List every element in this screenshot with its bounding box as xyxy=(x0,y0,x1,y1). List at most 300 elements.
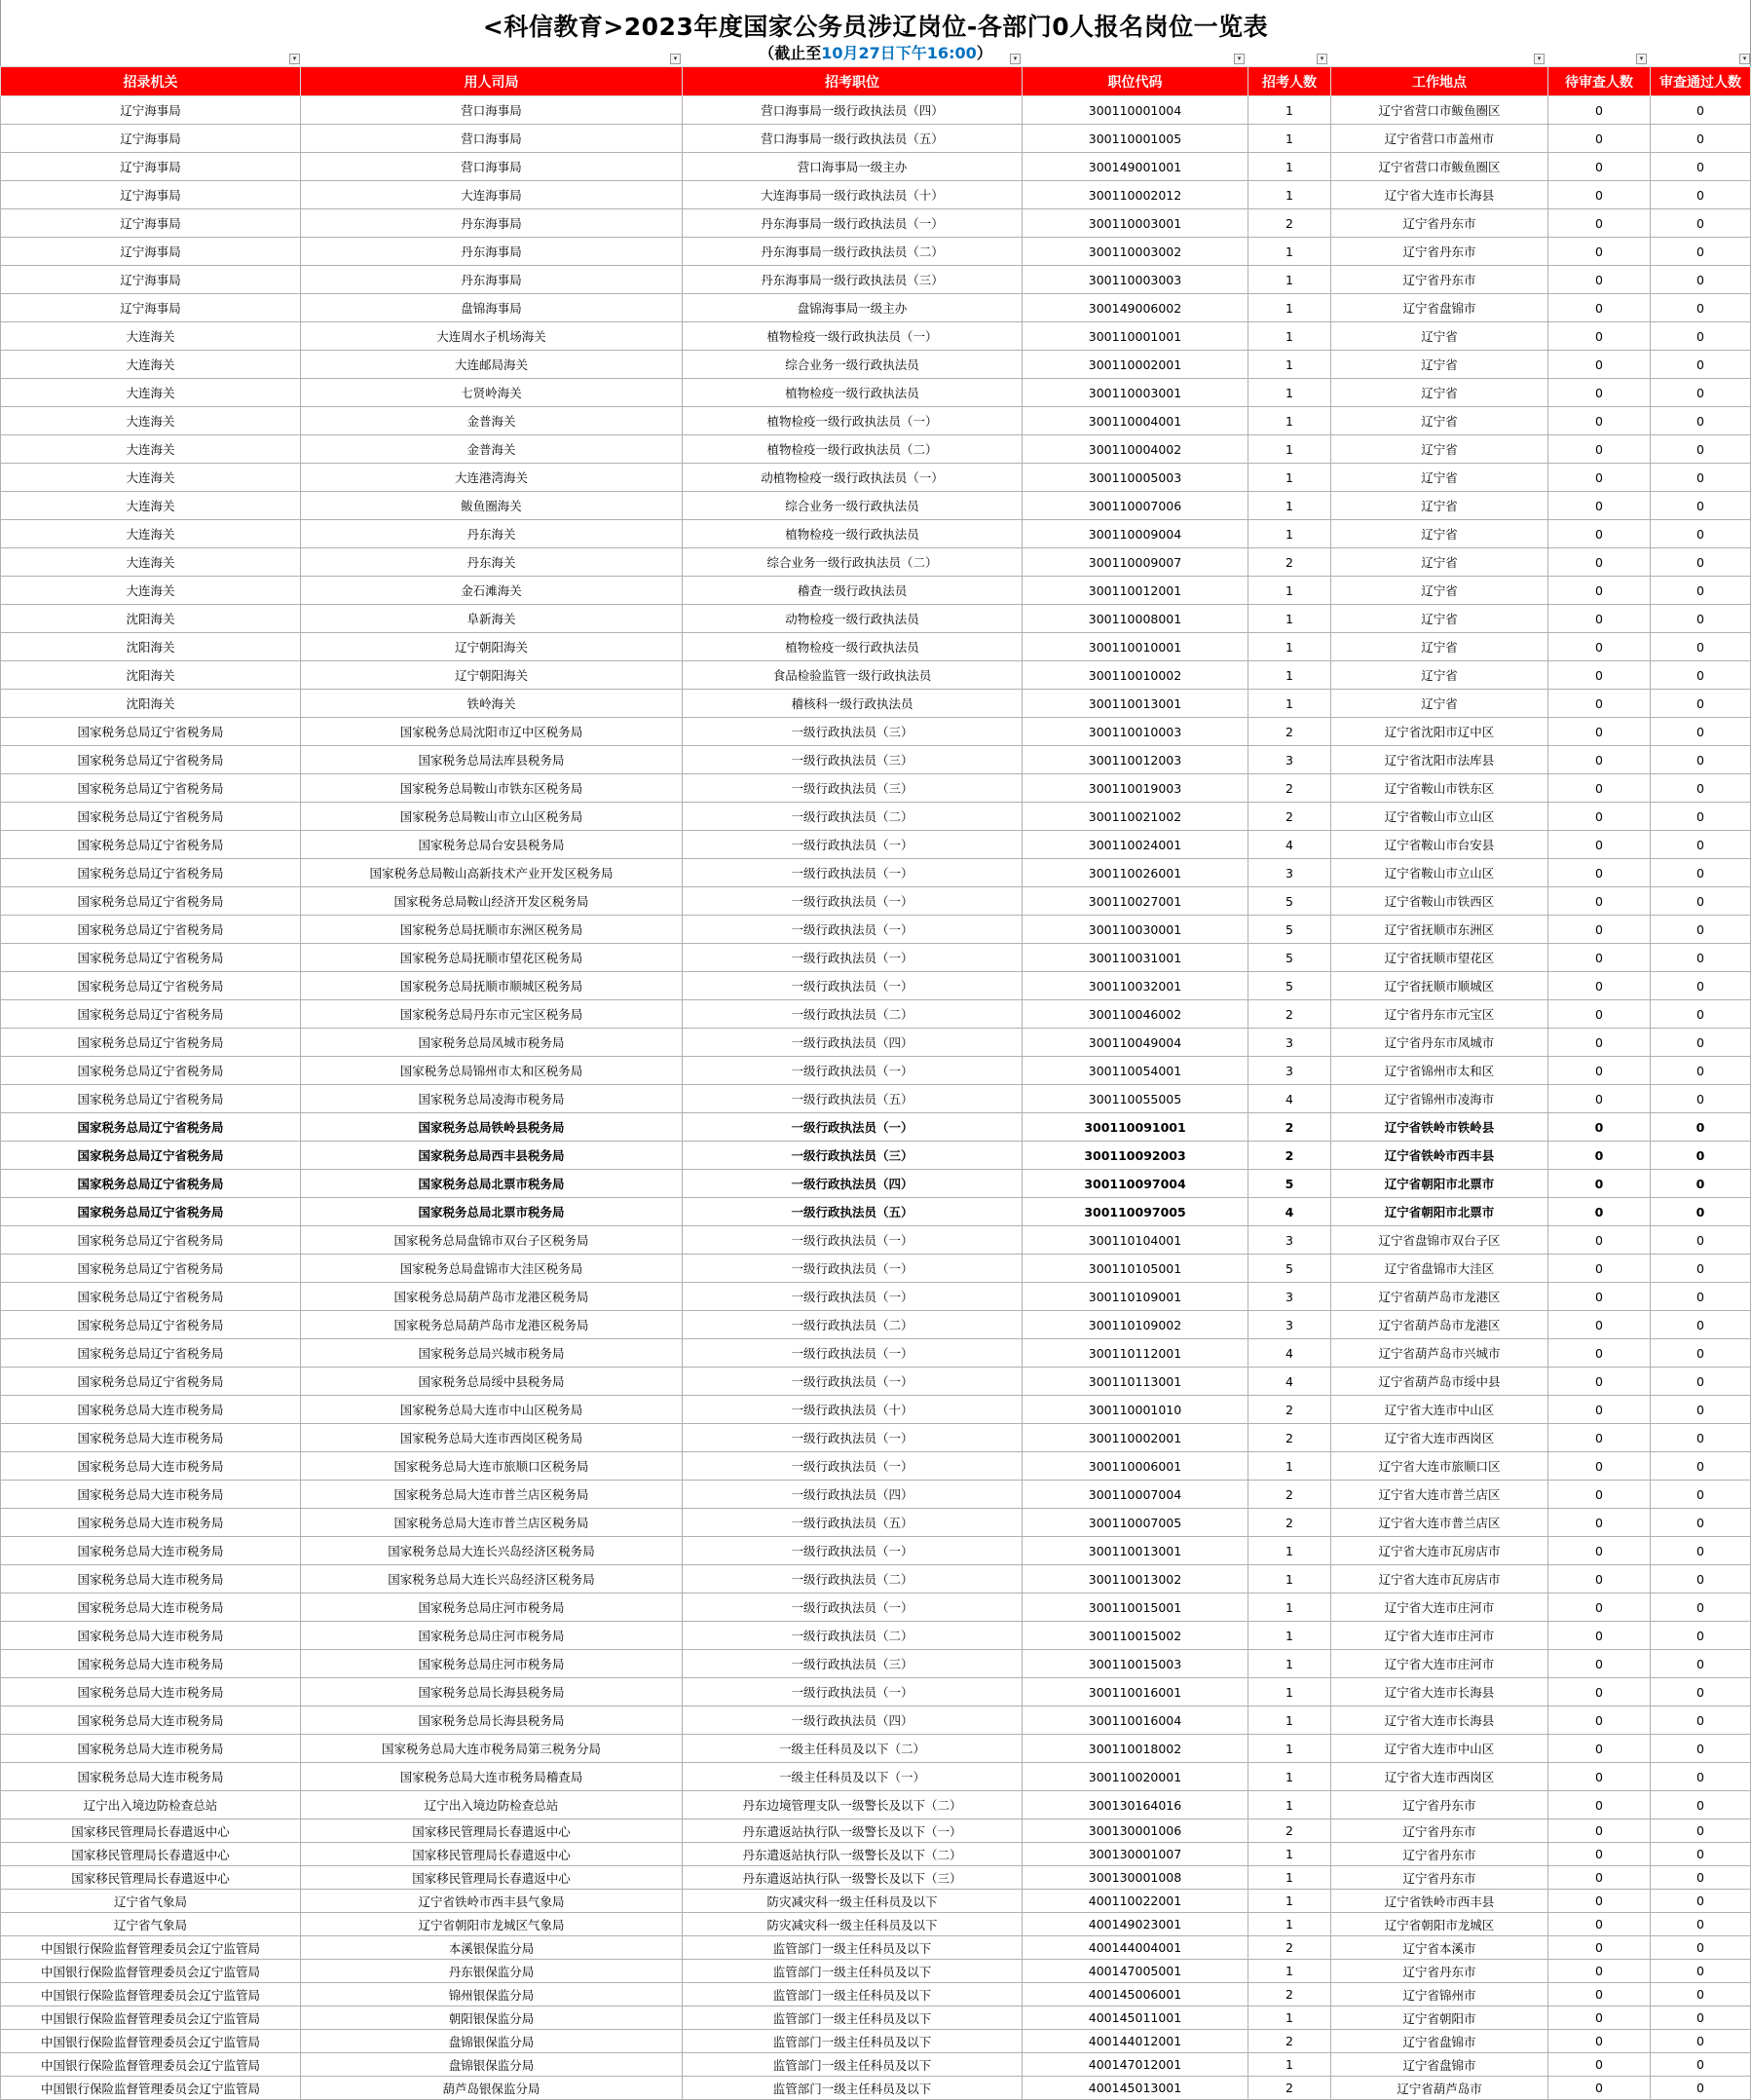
table-cell[interactable]: 1 xyxy=(1248,1622,1331,1650)
table-cell[interactable]: 300110007006 xyxy=(1023,492,1248,520)
table-cell[interactable]: 0 xyxy=(1651,774,1751,803)
table-cell[interactable]: 金普海关 xyxy=(301,407,683,435)
table-cell[interactable]: 0 xyxy=(1548,661,1651,690)
table-cell[interactable]: 大连港湾海关 xyxy=(301,464,683,492)
table-cell[interactable]: 中国银行保险监督管理委员会辽宁监管局 xyxy=(1,2077,301,2100)
table-cell[interactable]: 铁岭海关 xyxy=(301,690,683,718)
table-cell[interactable]: 辽宁省盘锦市双台子区 xyxy=(1331,1226,1548,1255)
table-cell[interactable]: 0 xyxy=(1548,294,1651,322)
table-cell[interactable]: 辽宁省大连市庄河市 xyxy=(1331,1622,1548,1650)
table-cell[interactable]: 5 xyxy=(1248,1255,1331,1283)
table-cell[interactable]: 0 xyxy=(1548,1424,1651,1452)
table-cell[interactable]: 一级行政执法员（一） xyxy=(683,1537,1023,1565)
table-cell[interactable]: 大连海关 xyxy=(1,492,301,520)
table-cell[interactable]: 一级行政执法员（二） xyxy=(683,1565,1023,1594)
table-cell[interactable]: 1 xyxy=(1248,1890,1331,1913)
table-cell[interactable]: 3 xyxy=(1248,1029,1331,1057)
table-cell[interactable]: 监管部门一级主任科员及以下 xyxy=(683,1960,1023,1983)
table-cell[interactable]: 4 xyxy=(1248,1368,1331,1396)
table-cell[interactable]: 0 xyxy=(1651,1819,1751,1843)
table-cell[interactable]: 0 xyxy=(1548,266,1651,294)
table-cell[interactable]: 1 xyxy=(1248,661,1331,690)
table-cell[interactable]: 0 xyxy=(1548,1057,1651,1085)
table-cell[interactable]: 0 xyxy=(1548,1594,1651,1622)
table-cell[interactable]: 国家税务总局辽宁省税务局 xyxy=(1,1368,301,1396)
table-cell[interactable]: 300110010002 xyxy=(1023,661,1248,690)
filter-dropdown-icon[interactable]: ▾ xyxy=(1636,54,1647,64)
column-header[interactable]: 待审查人数 xyxy=(1548,67,1651,96)
table-cell[interactable]: 国家税务总局铁岭县税务局 xyxy=(301,1113,683,1142)
table-cell[interactable]: 植物检疫一级行政执法员 xyxy=(683,379,1023,407)
table-cell[interactable]: 国家税务总局大连长兴岛经济区税务局 xyxy=(301,1537,683,1565)
table-cell[interactable]: 300110003002 xyxy=(1023,238,1248,266)
table-cell[interactable]: 国家税务总局大连长兴岛经济区税务局 xyxy=(301,1565,683,1594)
table-cell[interactable]: 辽宁省葫芦岛市龙港区 xyxy=(1331,1283,1548,1311)
table-cell[interactable]: 1 xyxy=(1248,1537,1331,1565)
table-cell[interactable]: 营口海事局 xyxy=(301,153,683,181)
table-cell[interactable]: 400145013001 xyxy=(1023,2077,1248,2100)
table-cell[interactable]: 0 xyxy=(1651,1622,1751,1650)
table-cell[interactable]: 2 xyxy=(1248,1424,1331,1452)
table-cell[interactable]: 300110015003 xyxy=(1023,1650,1248,1678)
table-cell[interactable]: 监管部门一级主任科员及以下 xyxy=(683,2006,1023,2030)
table-cell[interactable]: 5 xyxy=(1248,1170,1331,1198)
table-cell[interactable]: 辽宁省沈阳市法库县 xyxy=(1331,746,1548,774)
table-cell[interactable]: 辽宁省丹东市 xyxy=(1331,1960,1548,1983)
table-cell[interactable]: 监管部门一级主任科员及以下 xyxy=(683,1983,1023,2006)
table-cell[interactable]: 0 xyxy=(1651,1368,1751,1396)
table-cell[interactable]: 国家税务总局鞍山市铁东区税务局 xyxy=(301,774,683,803)
table-cell[interactable]: 0 xyxy=(1651,746,1751,774)
table-cell[interactable]: 营口海事局 xyxy=(301,96,683,125)
table-cell[interactable]: 300110003001 xyxy=(1023,209,1248,238)
table-cell[interactable]: 2 xyxy=(1248,718,1331,746)
table-cell[interactable]: 国家税务总局辽宁省税务局 xyxy=(1,916,301,944)
table-cell[interactable]: 1 xyxy=(1248,266,1331,294)
table-cell[interactable]: 植物检疫一级行政执法员（一） xyxy=(683,322,1023,351)
table-cell[interactable]: 300110013001 xyxy=(1023,1537,1248,1565)
table-cell[interactable]: 一级行政执法员（二） xyxy=(683,1311,1023,1339)
table-cell[interactable]: 0 xyxy=(1651,1565,1751,1594)
table-cell[interactable]: 辽宁海事局 xyxy=(1,238,301,266)
table-cell[interactable]: 300130001007 xyxy=(1023,1843,1248,1866)
table-cell[interactable]: 0 xyxy=(1651,1537,1751,1565)
table-cell[interactable]: 一级行政执法员（一） xyxy=(683,1283,1023,1311)
table-cell[interactable]: 营口海事局一级行政执法员（四） xyxy=(683,96,1023,125)
table-cell[interactable]: 1 xyxy=(1248,1678,1331,1706)
table-cell[interactable]: 0 xyxy=(1548,1936,1651,1960)
table-cell[interactable]: 一级行政执法员（三） xyxy=(683,1142,1023,1170)
column-header[interactable]: 用人司局 xyxy=(301,67,683,96)
table-cell[interactable]: 一级主任科员及以下（二） xyxy=(683,1735,1023,1763)
table-cell[interactable]: 稽查一级行政执法员 xyxy=(683,577,1023,605)
table-cell[interactable]: 4 xyxy=(1248,1085,1331,1113)
table-cell[interactable]: 国家税务总局辽宁省税务局 xyxy=(1,1029,301,1057)
table-cell[interactable]: 2 xyxy=(1248,209,1331,238)
table-cell[interactable]: 辽宁出入境边防检查总站 xyxy=(301,1791,683,1819)
table-cell[interactable]: 大连海关 xyxy=(1,379,301,407)
table-cell[interactable]: 辽宁省葫芦岛市 xyxy=(1331,2077,1548,2100)
table-cell[interactable]: 监管部门一级主任科员及以下 xyxy=(683,2077,1023,2100)
table-cell[interactable]: 国家税务总局辽宁省税务局 xyxy=(1,1142,301,1170)
table-cell[interactable]: 盘锦海事局 xyxy=(301,294,683,322)
table-cell[interactable]: 0 xyxy=(1548,972,1651,1000)
table-cell[interactable]: 辽宁海事局 xyxy=(1,125,301,153)
table-cell[interactable]: 辽宁省 xyxy=(1331,464,1548,492)
table-cell[interactable]: 1 xyxy=(1248,1791,1331,1819)
table-cell[interactable]: 0 xyxy=(1651,944,1751,972)
table-cell[interactable]: 300110002001 xyxy=(1023,1424,1248,1452)
table-cell[interactable]: 5 xyxy=(1248,972,1331,1000)
table-cell[interactable]: 辽宁省盘锦市 xyxy=(1331,2030,1548,2053)
table-cell[interactable]: 辽宁海事局 xyxy=(1,181,301,209)
table-cell[interactable]: 0 xyxy=(1548,407,1651,435)
table-cell[interactable]: 综合业务一级行政执法员 xyxy=(683,351,1023,379)
filter-dropdown-icon[interactable]: ▾ xyxy=(670,54,681,64)
table-cell[interactable]: 监管部门一级主任科员及以下 xyxy=(683,1936,1023,1960)
table-cell[interactable]: 中国银行保险监督管理委员会辽宁监管局 xyxy=(1,2006,301,2030)
table-cell[interactable]: 一级行政执法员（四） xyxy=(683,1170,1023,1198)
table-cell[interactable]: 0 xyxy=(1548,2077,1651,2100)
table-cell[interactable]: 400147005001 xyxy=(1023,1960,1248,1983)
table-cell[interactable]: 大连海关 xyxy=(1,577,301,605)
table-cell[interactable]: 0 xyxy=(1651,718,1751,746)
table-cell[interactable]: 中国银行保险监督管理委员会辽宁监管局 xyxy=(1,1936,301,1960)
table-cell[interactable]: 大连邮局海关 xyxy=(301,351,683,379)
table-cell[interactable]: 0 xyxy=(1651,1057,1751,1085)
table-cell[interactable]: 国家税务总局辽宁省税务局 xyxy=(1,972,301,1000)
table-cell[interactable]: 营口海事局 xyxy=(301,125,683,153)
table-cell[interactable]: 国家税务总局锦州市太和区税务局 xyxy=(301,1057,683,1085)
table-cell[interactable]: 2 xyxy=(1248,2077,1331,2100)
table-cell[interactable]: 0 xyxy=(1548,1866,1651,1890)
table-cell[interactable]: 辽宁省铁岭市铁岭县 xyxy=(1331,1113,1548,1142)
table-cell[interactable]: 0 xyxy=(1651,1198,1751,1226)
table-cell[interactable]: 3 xyxy=(1248,1283,1331,1311)
table-cell[interactable]: 一级行政执法员（一） xyxy=(683,859,1023,887)
table-cell[interactable]: 0 xyxy=(1548,1735,1651,1763)
table-cell[interactable]: 0 xyxy=(1548,181,1651,209)
table-cell[interactable]: 0 xyxy=(1548,2006,1651,2030)
table-cell[interactable]: 300130164016 xyxy=(1023,1791,1248,1819)
table-cell[interactable]: 300110021002 xyxy=(1023,803,1248,831)
table-cell[interactable]: 0 xyxy=(1548,1085,1651,1113)
table-cell[interactable]: 食品检验监管一级行政执法员 xyxy=(683,661,1023,690)
table-cell[interactable]: 盘锦海事局一级主办 xyxy=(683,294,1023,322)
table-cell[interactable]: 辽宁省抚顺市望花区 xyxy=(1331,944,1548,972)
table-cell[interactable]: 辽宁省大连市西岗区 xyxy=(1331,1763,1548,1791)
table-cell[interactable]: 营口海事局一级主办 xyxy=(683,153,1023,181)
table-cell[interactable]: 盘锦银保监分局 xyxy=(301,2053,683,2077)
table-cell[interactable]: 辽宁省鞍山市台安县 xyxy=(1331,831,1548,859)
table-cell[interactable]: 0 xyxy=(1651,2077,1751,2100)
table-cell[interactable]: 0 xyxy=(1548,238,1651,266)
table-cell[interactable]: 一级行政执法员（三） xyxy=(683,718,1023,746)
table-cell[interactable]: 大连海关 xyxy=(1,407,301,435)
table-cell[interactable]: 国家税务总局辽宁省税务局 xyxy=(1,774,301,803)
table-cell[interactable]: 辽宁省 xyxy=(1331,548,1548,577)
table-cell[interactable]: 国家税务总局辽宁省税务局 xyxy=(1,1283,301,1311)
table-cell[interactable]: 0 xyxy=(1651,1650,1751,1678)
table-cell[interactable]: 动物检疫一级行政执法员 xyxy=(683,605,1023,633)
table-cell[interactable]: 国家税务总局大连市税务局 xyxy=(1,1424,301,1452)
table-cell[interactable]: 国家税务总局沈阳市辽中区税务局 xyxy=(301,718,683,746)
table-cell[interactable]: 4 xyxy=(1248,1198,1331,1226)
table-cell[interactable]: 0 xyxy=(1548,1983,1651,2006)
table-cell[interactable]: 辽宁省朝阳市北票市 xyxy=(1331,1170,1548,1198)
table-cell[interactable]: 国家税务总局长海县税务局 xyxy=(301,1678,683,1706)
table-cell[interactable]: 1 xyxy=(1248,181,1331,209)
table-cell[interactable]: 0 xyxy=(1651,859,1751,887)
table-cell[interactable]: 辽宁省抚顺市东洲区 xyxy=(1331,916,1548,944)
table-cell[interactable]: 4 xyxy=(1248,831,1331,859)
table-cell[interactable]: 防灾减灾科一级主任科员及以下 xyxy=(683,1913,1023,1936)
table-cell[interactable]: 5 xyxy=(1248,916,1331,944)
table-cell[interactable]: 300110049004 xyxy=(1023,1029,1248,1057)
table-cell[interactable]: 七贤岭海关 xyxy=(301,379,683,407)
table-cell[interactable]: 辽宁省铁岭市西丰县 xyxy=(1331,1890,1548,1913)
table-cell[interactable]: 1 xyxy=(1248,1735,1331,1763)
table-cell[interactable]: 0 xyxy=(1651,1311,1751,1339)
table-cell[interactable]: 一级主任科员及以下（一） xyxy=(683,1763,1023,1791)
table-cell[interactable]: 0 xyxy=(1548,831,1651,859)
table-cell[interactable]: 300110003003 xyxy=(1023,266,1248,294)
table-cell[interactable]: 辽宁省鞍山市铁东区 xyxy=(1331,774,1548,803)
table-cell[interactable]: 一级行政执法员（一） xyxy=(683,1113,1023,1142)
table-cell[interactable]: 辽宁省 xyxy=(1331,351,1548,379)
table-cell[interactable]: 2 xyxy=(1248,1396,1331,1424)
table-cell[interactable]: 国家税务总局鞍山经济开发区税务局 xyxy=(301,887,683,916)
table-cell[interactable]: 5 xyxy=(1248,887,1331,916)
table-cell[interactable]: 沈阳海关 xyxy=(1,690,301,718)
table-cell[interactable]: 400145011001 xyxy=(1023,2006,1248,2030)
table-cell[interactable]: 一级行政执法员（一） xyxy=(683,1057,1023,1085)
table-cell[interactable]: 0 xyxy=(1651,1509,1751,1537)
table-cell[interactable]: 辽宁省盘锦市 xyxy=(1331,294,1548,322)
table-cell[interactable]: 国家税务总局北票市税务局 xyxy=(301,1170,683,1198)
table-cell[interactable]: 300110013001 xyxy=(1023,690,1248,718)
column-header[interactable]: 招考人数 xyxy=(1248,67,1331,96)
table-cell[interactable]: 300110002012 xyxy=(1023,181,1248,209)
table-cell[interactable]: 0 xyxy=(1548,1029,1651,1057)
table-cell[interactable]: 400144004001 xyxy=(1023,1936,1248,1960)
table-cell[interactable]: 一级行政执法员（五） xyxy=(683,1198,1023,1226)
table-cell[interactable]: 丹东海关 xyxy=(301,520,683,548)
table-cell[interactable]: 辽宁省丹东市 xyxy=(1331,238,1548,266)
table-cell[interactable]: 0 xyxy=(1651,577,1751,605)
table-cell[interactable]: 300149001001 xyxy=(1023,153,1248,181)
table-cell[interactable]: 0 xyxy=(1548,1283,1651,1311)
table-cell[interactable]: 辽宁省朝阳市 xyxy=(1331,2006,1548,2030)
table-cell[interactable]: 一级行政执法员（五） xyxy=(683,1085,1023,1113)
table-cell[interactable]: 0 xyxy=(1651,96,1751,125)
table-cell[interactable]: 0 xyxy=(1651,464,1751,492)
table-cell[interactable]: 0 xyxy=(1651,1791,1751,1819)
table-cell[interactable]: 0 xyxy=(1651,633,1751,661)
table-cell[interactable]: 2 xyxy=(1248,1481,1331,1509)
table-cell[interactable]: 300110009007 xyxy=(1023,548,1248,577)
table-cell[interactable]: 400144012001 xyxy=(1023,2030,1248,2053)
table-cell[interactable]: 一级行政执法员（四） xyxy=(683,1029,1023,1057)
table-cell[interactable]: 0 xyxy=(1548,1339,1651,1368)
table-cell[interactable]: 0 xyxy=(1651,1255,1751,1283)
table-cell[interactable]: 0 xyxy=(1548,2030,1651,2053)
table-cell[interactable]: 1 xyxy=(1248,238,1331,266)
table-cell[interactable]: 一级行政执法员（三） xyxy=(683,746,1023,774)
table-cell[interactable]: 300110055005 xyxy=(1023,1085,1248,1113)
table-cell[interactable]: 国家税务总局大连市税务局 xyxy=(1,1537,301,1565)
table-cell[interactable]: 300110046002 xyxy=(1023,1000,1248,1029)
table-cell[interactable]: 300110001001 xyxy=(1023,322,1248,351)
table-cell[interactable]: 综合业务一级行政执法员 xyxy=(683,492,1023,520)
table-cell[interactable]: 国家税务总局大连市税务局 xyxy=(1,1735,301,1763)
table-cell[interactable]: 盘锦银保监分局 xyxy=(301,2030,683,2053)
table-cell[interactable]: 0 xyxy=(1548,1791,1651,1819)
table-cell[interactable]: 300110097005 xyxy=(1023,1198,1248,1226)
table-cell[interactable]: 植物检疫一级行政执法员 xyxy=(683,520,1023,548)
table-cell[interactable]: 0 xyxy=(1548,1890,1651,1913)
table-cell[interactable]: 0 xyxy=(1548,435,1651,464)
table-cell[interactable]: 1 xyxy=(1248,351,1331,379)
table-cell[interactable]: 0 xyxy=(1548,1396,1651,1424)
table-cell[interactable]: 300110010003 xyxy=(1023,718,1248,746)
table-cell[interactable]: 阜新海关 xyxy=(301,605,683,633)
column-header[interactable]: 职位代码 xyxy=(1023,67,1248,96)
table-cell[interactable]: 一级行政执法员（五） xyxy=(683,1509,1023,1537)
table-cell[interactable]: 国家税务总局大连市税务局 xyxy=(1,1396,301,1424)
table-cell[interactable]: 1 xyxy=(1248,1452,1331,1481)
table-cell[interactable]: 0 xyxy=(1548,1706,1651,1735)
table-cell[interactable]: 1 xyxy=(1248,1594,1331,1622)
table-cell[interactable]: 辽宁省锦州市凌海市 xyxy=(1331,1085,1548,1113)
table-cell[interactable]: 鲅鱼圈海关 xyxy=(301,492,683,520)
table-cell[interactable]: 国家税务总局北票市税务局 xyxy=(301,1198,683,1226)
filter-dropdown-icon[interactable]: ▾ xyxy=(1234,54,1245,64)
table-cell[interactable]: 辽宁省大连市瓦房店市 xyxy=(1331,1537,1548,1565)
table-cell[interactable]: 300110005003 xyxy=(1023,464,1248,492)
table-cell[interactable]: 金石滩海关 xyxy=(301,577,683,605)
table-cell[interactable]: 大连海关 xyxy=(1,435,301,464)
table-cell[interactable]: 国家税务总局辽宁省税务局 xyxy=(1,746,301,774)
table-cell[interactable]: 辽宁省大连市普兰店区 xyxy=(1331,1481,1548,1509)
table-cell[interactable]: 沈阳海关 xyxy=(1,661,301,690)
table-cell[interactable]: 0 xyxy=(1548,690,1651,718)
table-cell[interactable]: 辽宁省 xyxy=(1331,379,1548,407)
table-cell[interactable]: 一级行政执法员（一） xyxy=(683,1452,1023,1481)
table-cell[interactable]: 0 xyxy=(1548,1311,1651,1339)
table-cell[interactable]: 0 xyxy=(1651,294,1751,322)
table-cell[interactable]: 辽宁省大连市长海县 xyxy=(1331,181,1548,209)
table-cell[interactable]: 300110091001 xyxy=(1023,1113,1248,1142)
table-cell[interactable]: 3 xyxy=(1248,1226,1331,1255)
table-cell[interactable]: 辽宁朝阳海关 xyxy=(301,633,683,661)
table-cell[interactable]: 沈阳海关 xyxy=(1,633,301,661)
filter-dropdown-icon[interactable]: ▾ xyxy=(1010,54,1021,64)
table-cell[interactable]: 0 xyxy=(1548,577,1651,605)
table-cell[interactable]: 0 xyxy=(1548,718,1651,746)
table-cell[interactable]: 辽宁省大连市西岗区 xyxy=(1331,1424,1548,1452)
filter-dropdown-icon[interactable]: ▾ xyxy=(1317,54,1327,64)
table-cell[interactable]: 国家税务总局辽宁省税务局 xyxy=(1,944,301,972)
table-cell[interactable]: 0 xyxy=(1651,492,1751,520)
table-cell[interactable]: 辽宁省丹东市 xyxy=(1331,209,1548,238)
table-cell[interactable]: 国家税务总局庄河市税务局 xyxy=(301,1650,683,1678)
table-cell[interactable]: 辽宁省锦州市 xyxy=(1331,1983,1548,2006)
table-cell[interactable]: 中国银行保险监督管理委员会辽宁监管局 xyxy=(1,1960,301,1983)
table-cell[interactable]: 0 xyxy=(1651,916,1751,944)
table-cell[interactable]: 2 xyxy=(1248,548,1331,577)
table-cell[interactable]: 国家税务总局辽宁省税务局 xyxy=(1,1339,301,1368)
table-cell[interactable]: 国家税务总局大连市税务局 xyxy=(1,1622,301,1650)
table-cell[interactable]: 辽宁海事局 xyxy=(1,153,301,181)
table-cell[interactable]: 0 xyxy=(1548,605,1651,633)
table-cell[interactable]: 一级行政执法员（一） xyxy=(683,1226,1023,1255)
table-cell[interactable]: 300110002001 xyxy=(1023,351,1248,379)
table-cell[interactable]: 国家税务总局大连市税务局 xyxy=(1,1594,301,1622)
table-cell[interactable]: 辽宁省大连市旅顺口区 xyxy=(1331,1452,1548,1481)
table-cell[interactable]: 0 xyxy=(1548,322,1651,351)
table-cell[interactable]: 丹东边境管理支队一级警长及以下（二） xyxy=(683,1791,1023,1819)
table-cell[interactable]: 300110016001 xyxy=(1023,1678,1248,1706)
table-cell[interactable]: 国家税务总局盘锦市大洼区税务局 xyxy=(301,1255,683,1283)
table-cell[interactable]: 0 xyxy=(1651,181,1751,209)
table-cell[interactable]: 0 xyxy=(1548,1255,1651,1283)
table-cell[interactable]: 0 xyxy=(1548,492,1651,520)
table-cell[interactable]: 1 xyxy=(1248,633,1331,661)
table-cell[interactable]: 0 xyxy=(1548,1170,1651,1198)
table-cell[interactable]: 大连海事局 xyxy=(301,181,683,209)
table-cell[interactable]: 0 xyxy=(1548,1678,1651,1706)
table-cell[interactable]: 国家税务总局大连市中山区税务局 xyxy=(301,1396,683,1424)
table-cell[interactable]: 0 xyxy=(1548,633,1651,661)
table-cell[interactable]: 0 xyxy=(1651,1866,1751,1890)
table-cell[interactable]: 2 xyxy=(1248,1142,1331,1170)
table-cell[interactable]: 国家税务总局大连市税务局 xyxy=(1,1452,301,1481)
table-cell[interactable]: 国家税务总局抚顺市望花区税务局 xyxy=(301,944,683,972)
table-cell[interactable]: 一级行政执法员（一） xyxy=(683,1255,1023,1283)
table-cell[interactable]: 300130001006 xyxy=(1023,1819,1248,1843)
table-cell[interactable]: 2 xyxy=(1248,2030,1331,2053)
table-cell[interactable]: 辽宁省 xyxy=(1331,322,1548,351)
table-cell[interactable]: 300110097004 xyxy=(1023,1170,1248,1198)
table-cell[interactable]: 国家税务总局大连市税务局 xyxy=(1,1565,301,1594)
table-cell[interactable]: 1 xyxy=(1248,520,1331,548)
table-cell[interactable]: 辽宁省 xyxy=(1331,605,1548,633)
table-cell[interactable]: 0 xyxy=(1651,1706,1751,1735)
table-cell[interactable]: 0 xyxy=(1548,1198,1651,1226)
table-cell[interactable]: 300110027001 xyxy=(1023,887,1248,916)
table-cell[interactable]: 监管部门一级主任科员及以下 xyxy=(683,2030,1023,2053)
table-cell[interactable]: 300110016004 xyxy=(1023,1706,1248,1735)
table-cell[interactable]: 0 xyxy=(1651,1913,1751,1936)
table-cell[interactable]: 防灾减灾科一级主任科员及以下 xyxy=(683,1890,1023,1913)
table-cell[interactable]: 丹东遣返站执行队一级警长及以下（二） xyxy=(683,1843,1023,1866)
table-cell[interactable]: 0 xyxy=(1651,407,1751,435)
table-cell[interactable]: 国家移民管理局长春遣返中心 xyxy=(301,1819,683,1843)
table-cell[interactable]: 0 xyxy=(1651,435,1751,464)
table-cell[interactable]: 0 xyxy=(1548,1452,1651,1481)
table-cell[interactable]: 0 xyxy=(1548,1565,1651,1594)
table-cell[interactable]: 辽宁省大连市长海县 xyxy=(1331,1678,1548,1706)
table-cell[interactable]: 一级行政执法员（三） xyxy=(683,774,1023,803)
table-cell[interactable]: 0 xyxy=(1548,1537,1651,1565)
table-cell[interactable]: 1 xyxy=(1248,1763,1331,1791)
table-cell[interactable]: 0 xyxy=(1651,803,1751,831)
table-cell[interactable]: 0 xyxy=(1548,1481,1651,1509)
table-cell[interactable]: 0 xyxy=(1651,605,1751,633)
table-cell[interactable]: 辽宁省盘锦市 xyxy=(1331,2053,1548,2077)
table-cell[interactable]: 国家税务总局辽宁省税务局 xyxy=(1,859,301,887)
